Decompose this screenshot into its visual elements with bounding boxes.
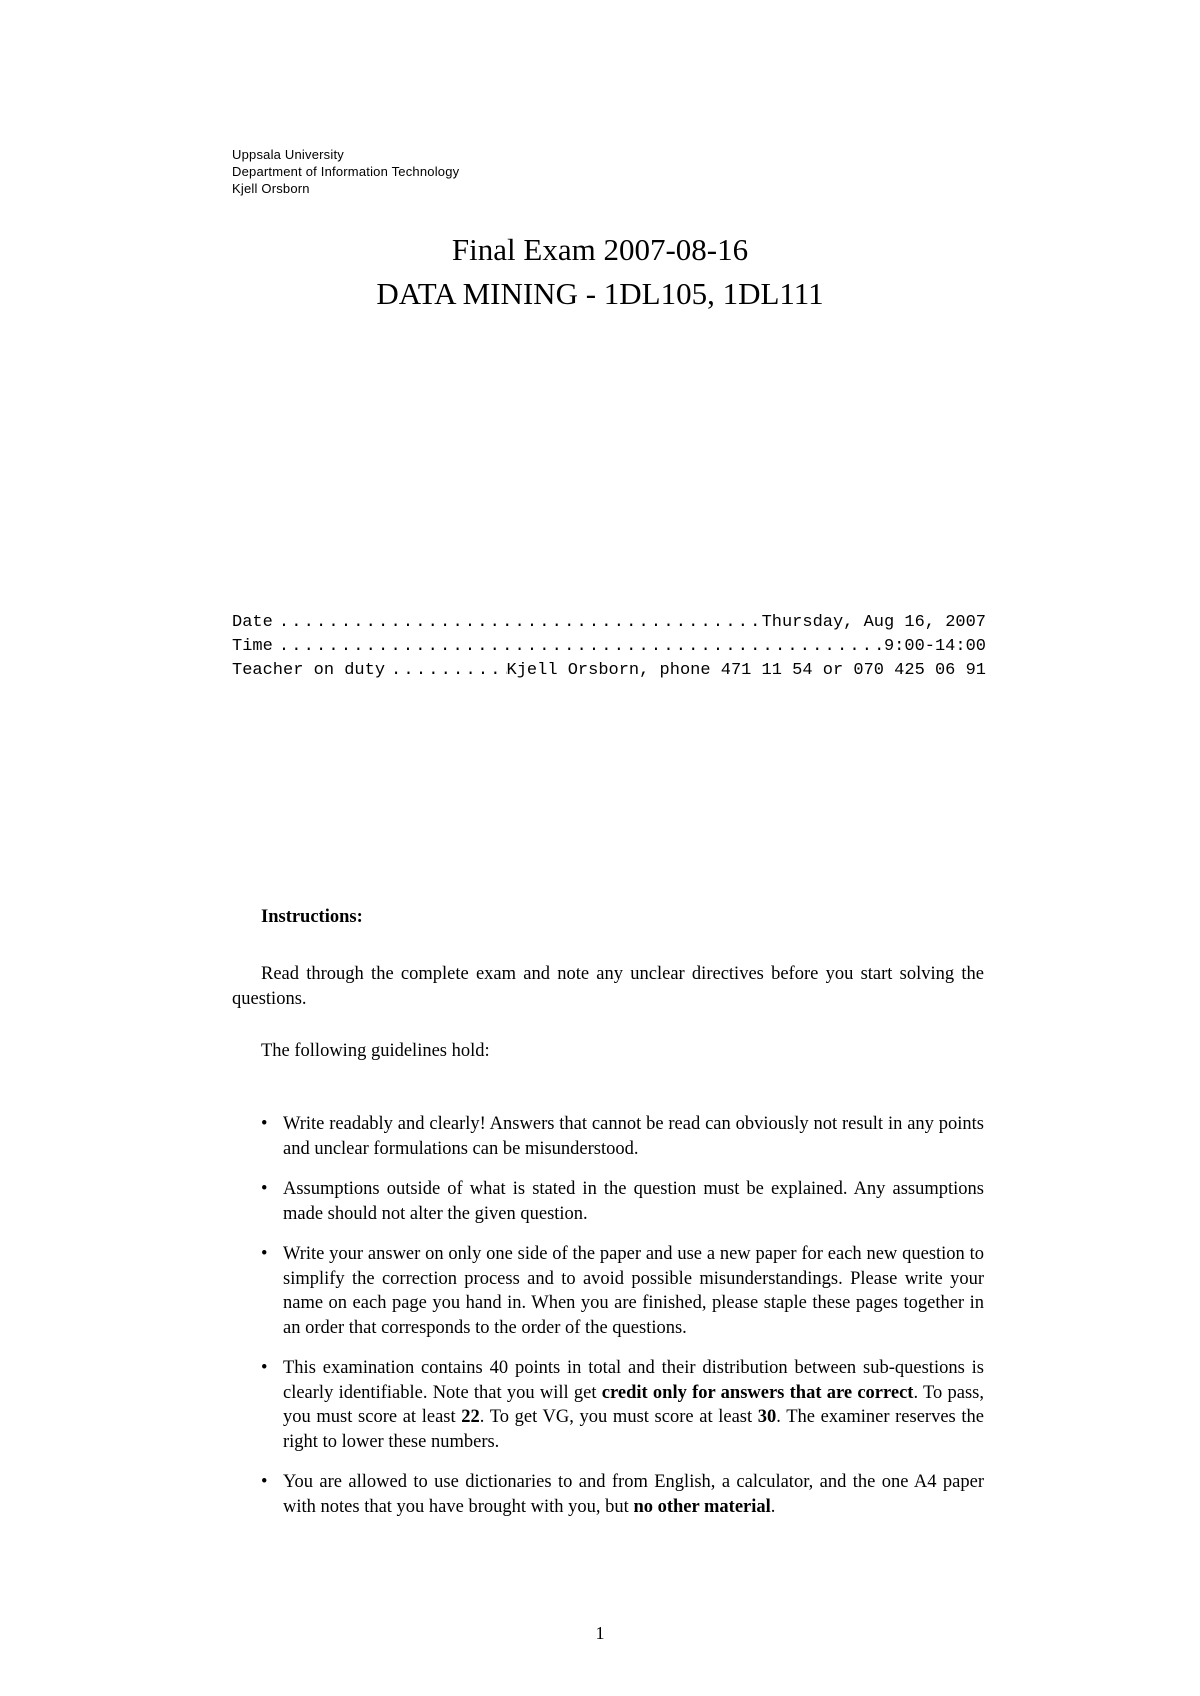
leader-dots [273, 611, 762, 635]
guideline-text: This examination contains 40 points in total and their distribution between sub-questions is clearly identifiable. Note that you will get [283, 1358, 984, 1403]
teacher-label: Teacher on duty [232, 661, 386, 680]
guideline-text: . The examiner reserves the right to lower these numbers. [283, 1407, 984, 1452]
title-line-2: DATA MINING - 1DL105, 1DL111 [376, 276, 824, 311]
guidelines-intro: The following guidelines hold: [261, 1041, 490, 1061]
teacher-value: Kjell Orsborn, phone 471 11 54 or 070 425 06 91 [506, 661, 986, 680]
date-row [232, 611, 986, 635]
department: Department of Information Technology [232, 164, 460, 179]
leader-dots [385, 659, 506, 683]
guideline-item: • Write readably and clearly! Answers that cannot be read can obviously not result in any points and unclear formulations can be misunderstood. [261, 1112, 984, 1161]
time-value: 9:00-14:00 [883, 637, 986, 656]
time-label: Time [232, 637, 273, 656]
date-label: Date [232, 613, 273, 632]
leader-dots [273, 635, 884, 659]
title-line-1: Final Exam 2007-08-16 [451, 232, 749, 267]
instructions-heading: Instructions: [261, 907, 363, 927]
instructions-paragraph: Read through the complete exam and note any unclear directives before you start solving the questions. [232, 964, 984, 1009]
guideline-emphasis: credit only for answers that are correct [601, 1382, 914, 1403]
date-value: Thursday, Aug 16, 2007 [761, 613, 986, 632]
teacher-row [232, 659, 986, 683]
time-row [232, 635, 986, 659]
guideline-item: • Write your answer on only one side of the paper and use a new paper for each new question to simplify the correction process and to avoid possible misunderstandings. Please write your name on each page you hand in. When you are finished, please staple these pages together in an order that corresponds to the order of the questions. [261, 1242, 984, 1340]
guideline-text: . To pass, you must score at least [283, 1382, 985, 1427]
guidelines-list [261, 1112, 984, 1535]
pass-score: 22 [461, 1407, 480, 1427]
affiliation-block [232, 146, 459, 197]
vg-score: 30 [757, 1407, 777, 1427]
guideline-item: • Assumptions outside of what is stated in the question must be explained. Any assumptions made should not alter the given question. [261, 1177, 984, 1226]
exam-info [232, 611, 986, 683]
guideline-text: . To get VG, you must score at least [479, 1407, 758, 1427]
guideline-text: You are allowed to use dictionaries to and from English, a calculator, and the one A4 paper with notes that you have brought with you, but [283, 1472, 984, 1517]
guideline-emphasis: no other material [633, 1496, 771, 1517]
guideline-item [261, 1470, 984, 1519]
institution: Uppsala University [232, 147, 344, 162]
guideline-text: . [770, 1496, 776, 1517]
page-number: 1 [595, 1623, 605, 1643]
author: Kjell Orsborn [232, 181, 310, 196]
exam-title [0, 228, 1200, 316]
guideline-item [261, 1356, 984, 1454]
